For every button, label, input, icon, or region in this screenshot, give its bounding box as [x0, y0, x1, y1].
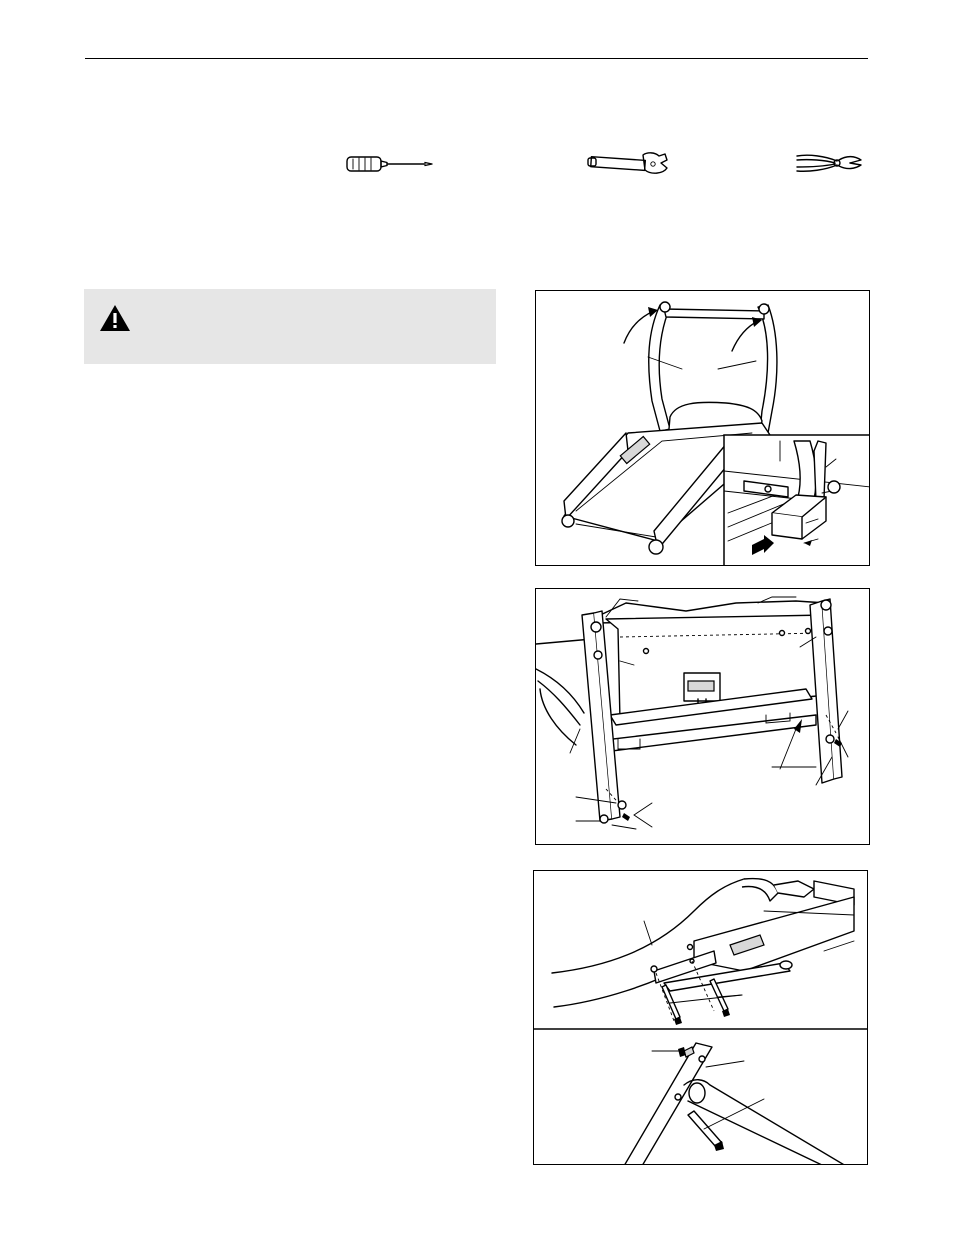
header-rule [85, 58, 868, 59]
needlenose-pliers-icon [795, 150, 865, 176]
warning-triangle-icon [98, 303, 132, 333]
figure-2-base-attach [535, 588, 870, 845]
figure-1-upright-raise [535, 290, 870, 566]
adjustable-wrench-icon [585, 150, 670, 178]
screwdriver-icon [345, 154, 435, 174]
figure-3-frame-bolts [533, 870, 868, 1165]
warning-box [84, 289, 496, 364]
